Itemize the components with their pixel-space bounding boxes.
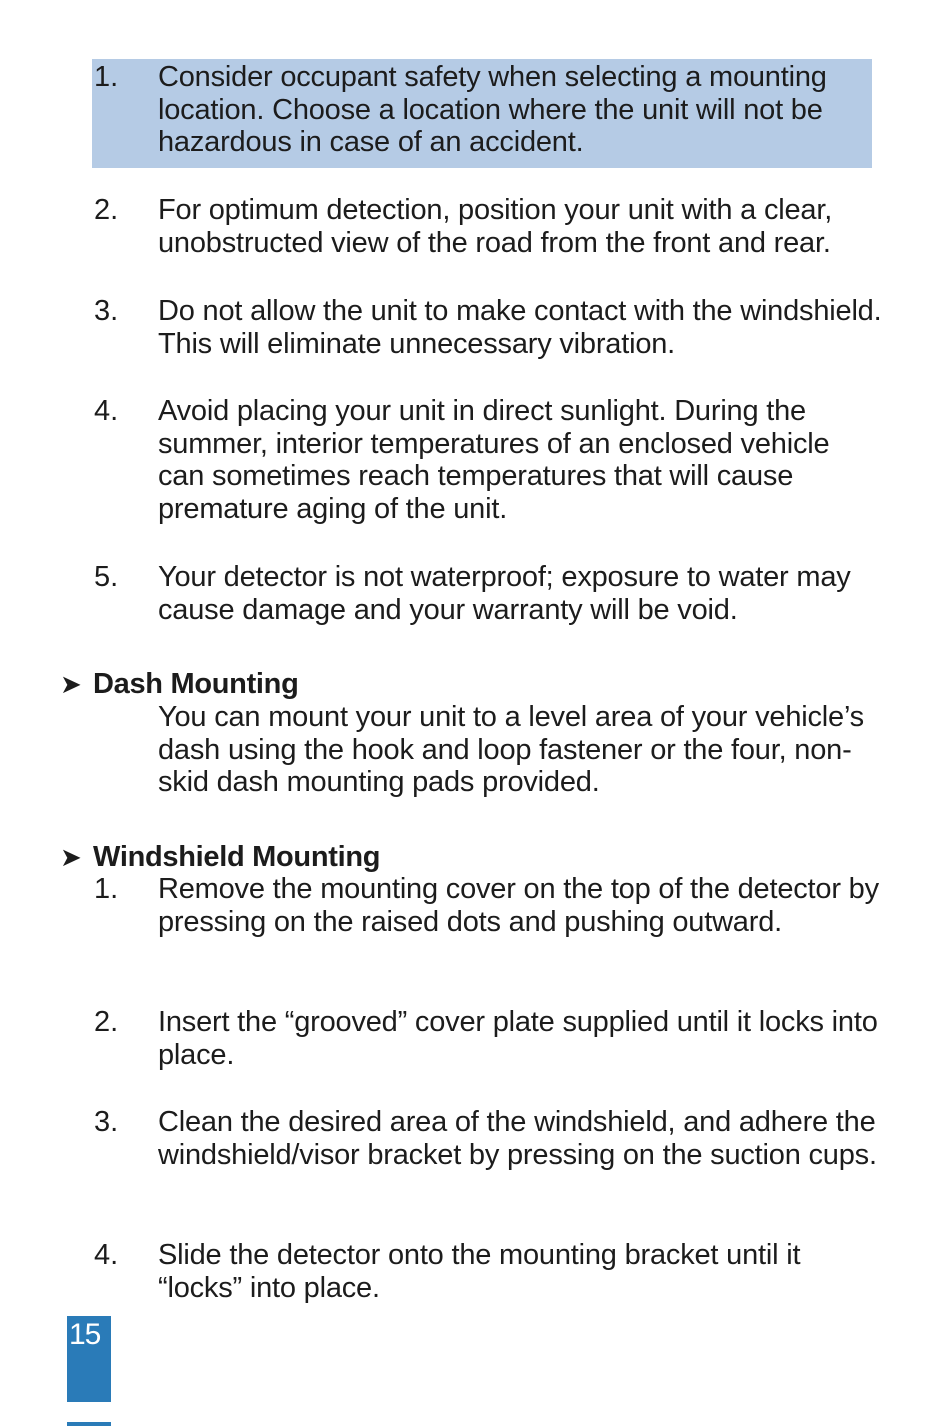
arrow-icon: ➤	[60, 669, 82, 699]
list-item	[92, 61, 882, 159]
item-number: 1.	[94, 61, 119, 93]
dash-mounting-text: You can mount your unit to a level area of your vehicle’s dash using the hook and loop fastener or the four, non-skid dash mounting pads provided.	[158, 701, 864, 799]
list-item	[92, 194, 882, 259]
item-number: 2.	[94, 194, 119, 226]
item-number: 5.	[94, 561, 119, 593]
item-number: 4.	[94, 1239, 119, 1271]
list-item	[92, 1239, 882, 1304]
item-number: 3.	[94, 295, 119, 327]
list-item	[92, 395, 882, 525]
item-text: Do not allow the unit to make contact with the windshield. This will eliminate unnecessary vibration.	[158, 295, 882, 360]
page-tab-edge	[67, 1422, 111, 1426]
arrow-icon: ➤	[60, 842, 82, 872]
item-text: Clean the desired area of the windshield, and adhere the windshield/visor bracket by pressing on the suction cups.	[158, 1106, 877, 1171]
list-item	[92, 561, 882, 626]
heading-label: Dash Mounting	[93, 668, 299, 700]
list-item	[92, 1106, 882, 1171]
list-item	[92, 873, 882, 938]
item-number: 2.	[94, 1006, 119, 1038]
item-number: 1.	[94, 873, 119, 905]
heading-label: Windshield Mounting	[93, 841, 381, 873]
item-text: Remove the mounting cover on the top of the detector by pressing on the raised dots and pushing outward.	[158, 873, 879, 938]
item-text: Your detector is not waterproof; exposure to water may cause damage and your warranty will be void.	[158, 561, 851, 626]
list-item	[92, 1006, 882, 1071]
item-text: Consider occupant safety when selecting a mounting location. Choose a location where the unit will not be hazardous in case of an accident.	[158, 61, 827, 159]
item-text: Insert the “grooved” cover plate supplied until it locks into place.	[158, 1006, 878, 1071]
item-number: 4.	[94, 395, 119, 427]
item-text: Avoid placing your unit in direct sunlight. During the summer, interior temperatures of an enclosed vehicle can sometimes reach temperatures that will cause premature aging of the unit.	[158, 395, 830, 525]
page-number: 15	[69, 1318, 101, 1351]
windshield-mounting-heading	[60, 841, 380, 874]
dash-mounting-heading	[60, 668, 299, 701]
item-text: For optimum detection, position your unit with a clear, unobstructed view of the road from the front and rear.	[158, 194, 833, 259]
list-item	[92, 295, 882, 360]
item-number: 3.	[94, 1106, 119, 1138]
item-text: Slide the detector onto the mounting bracket until it “locks” into place.	[158, 1239, 801, 1304]
